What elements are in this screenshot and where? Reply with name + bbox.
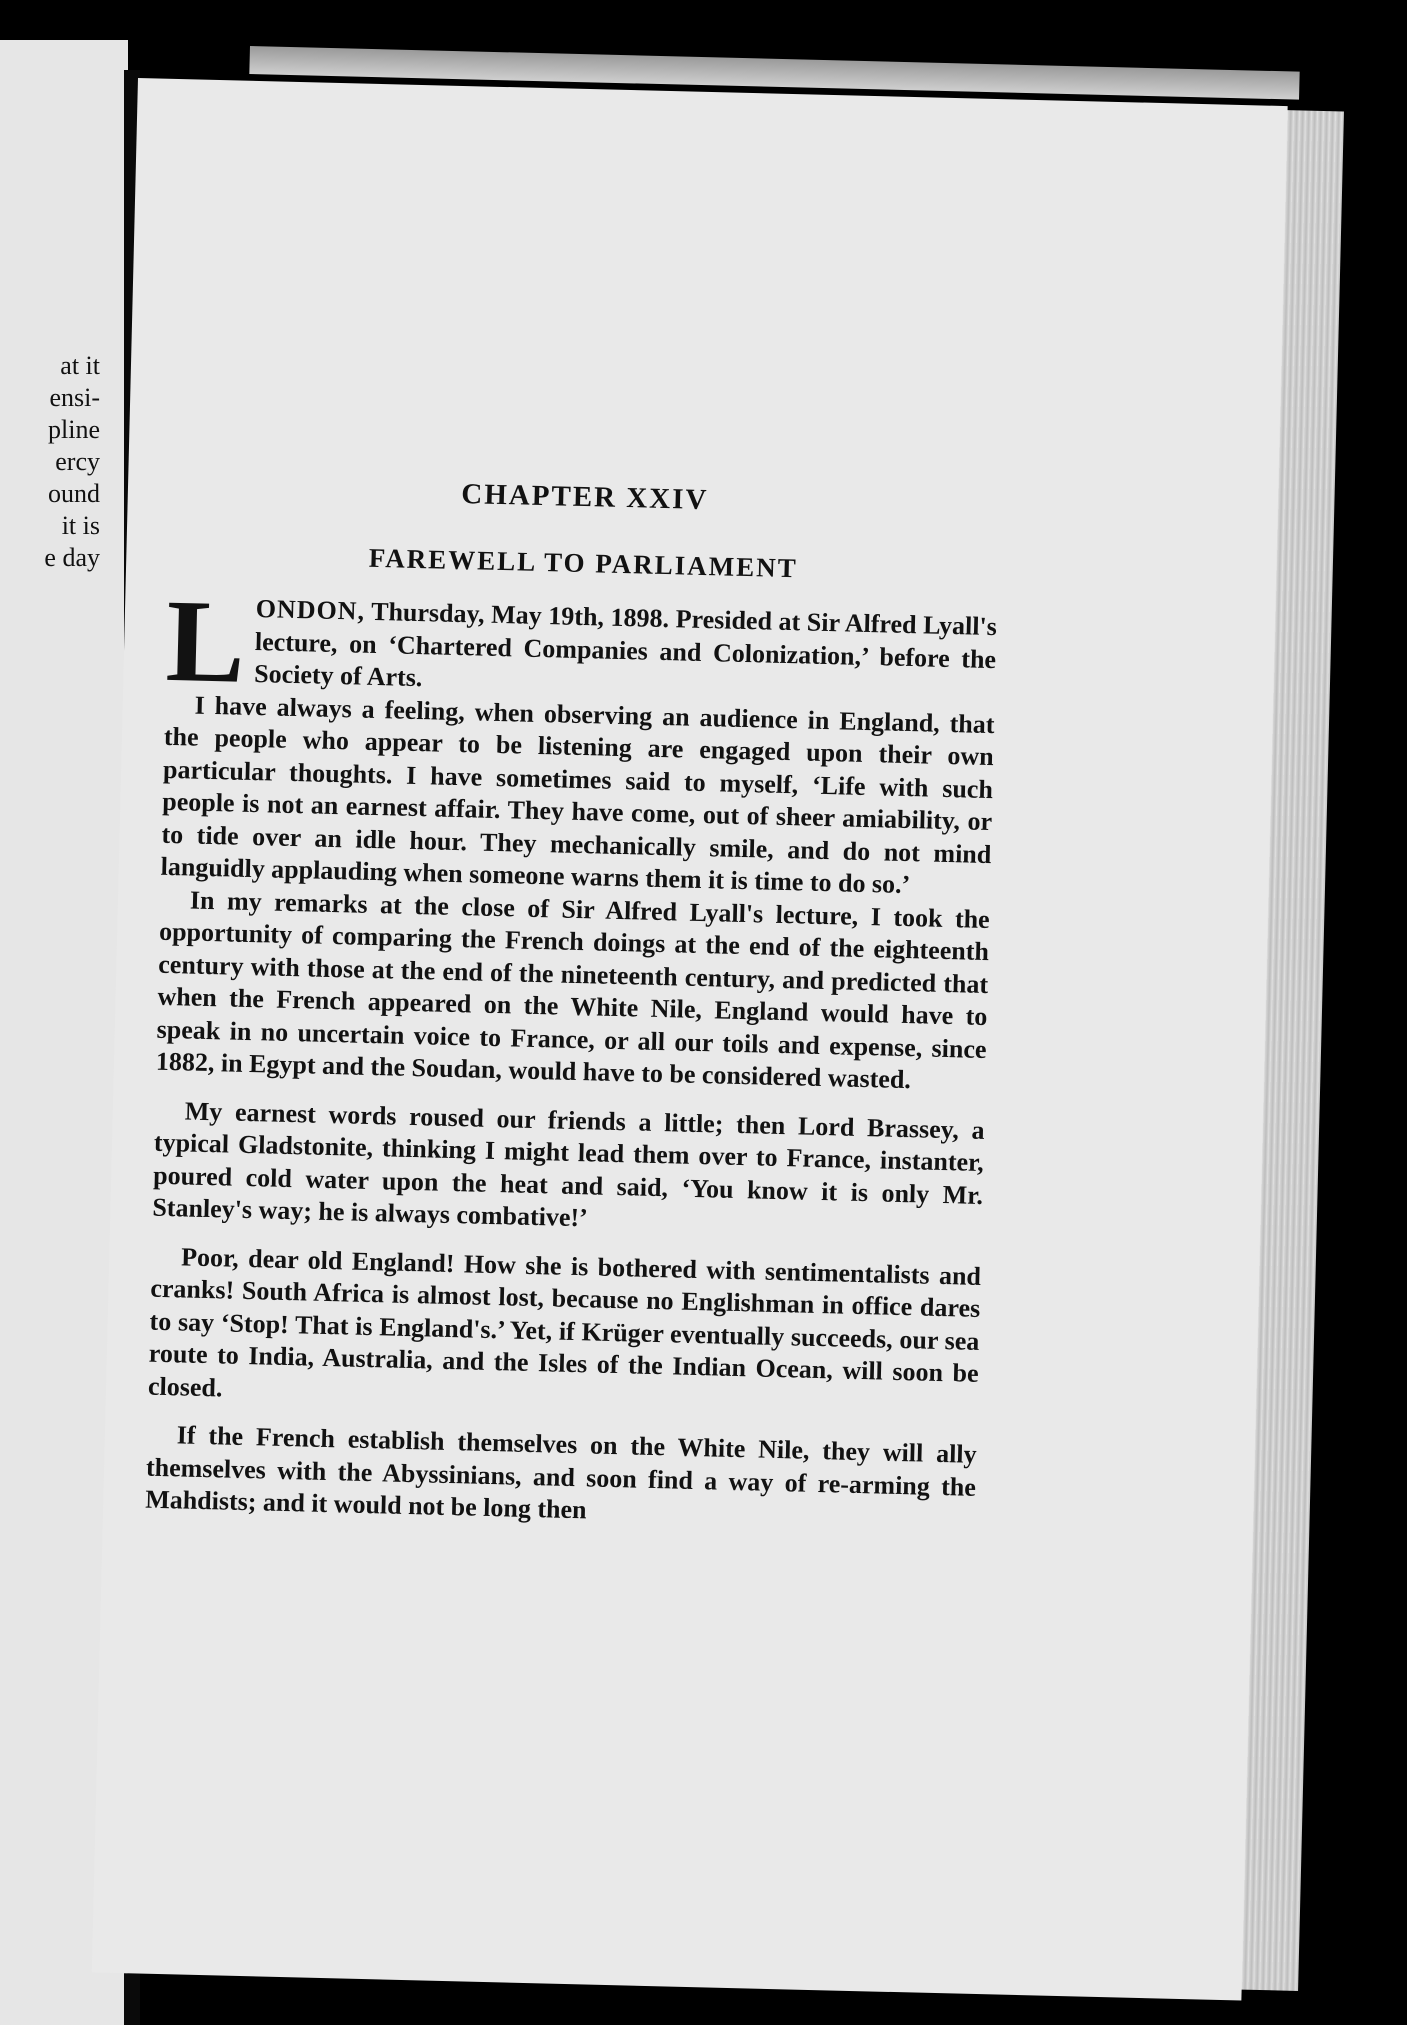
right-page bbox=[92, 78, 1288, 2001]
chapter-title: FAREWELL TO PARLIAMENT bbox=[368, 542, 799, 584]
opening-paragraph-text: Thursday, May 19th, 1898. Presided at Sir Alfred Lyall's lecture, on ‘Chartered Companies and Colonization,’ before the Society of Arts. bbox=[253, 596, 998, 693]
left-fragment-line: ercy bbox=[55, 447, 100, 476]
left-fragment-line: at it bbox=[60, 351, 100, 380]
body-paragraph: In my remarks at the close of Sir Alfred Lyall's lecture, I took the opportunity of comparing the French doings at the end of the eighteenth century with those at the end of the nineteenth century, and predicted that when the French appeared on the White Nile, England would have to speak in no uncertain voice to France, or all our toils and expense, since 1882, in Egypt and the Soudan, would have to be considered wasted. bbox=[155, 885, 991, 1095]
left-fragment-line: ensi- bbox=[49, 383, 100, 412]
left-fragment-line: e day bbox=[44, 543, 100, 572]
body-paragraph: I have always a feeling, when observing an audience in England, that the people who appear to be listening are engaged upon their own particular thoughts. I have sometimes said to myself, ‘Life with such people is not an earnest affair. They have come, out of sheer amiability, or to tide over an idle hour. They mechanically smile, and do not mind languidly applauding when someone warns them it is time to do so.’ bbox=[160, 690, 995, 900]
body-paragraph: Poor, dear old England! How she is bothered with sentimentalists and cranks! South Africa is almost lost, because no Englishman in office dares to say ‘Stop! That is England's.’ Yet, if Krüger eventually succeeds, our sea route to India, Australia, and the Isles of the Indian Ocean, will soon be closed. bbox=[147, 1241, 982, 1402]
drop-cap: L bbox=[164, 574, 247, 708]
body-paragraph: If the French establish themselves on the White Nile, they will ally themselves with the Abyssinians, and soon find a way of re-arming the Mahdists; and it would not be long then bbox=[144, 1420, 977, 1525]
left-page-text-fragments bbox=[0, 350, 100, 574]
body-paragraph: My earnest words roused our friends a little; then Lord Brassey, a typical Gladstonite, thinking I might lead them over to France, instanter, poured cold water upon the heat and said, ‘You know it is only Mr. Stanley's way; he is always combative!’ bbox=[152, 1095, 985, 1233]
left-fragment-line: ound bbox=[48, 479, 100, 508]
left-fragment-line: pline bbox=[48, 415, 100, 444]
chapter-number: CHAPTER XXIV bbox=[460, 478, 709, 517]
page-text-block bbox=[145, 471, 1000, 1536]
opening-word: ONDON, bbox=[255, 594, 366, 626]
left-fragment-line: it is bbox=[61, 511, 100, 540]
